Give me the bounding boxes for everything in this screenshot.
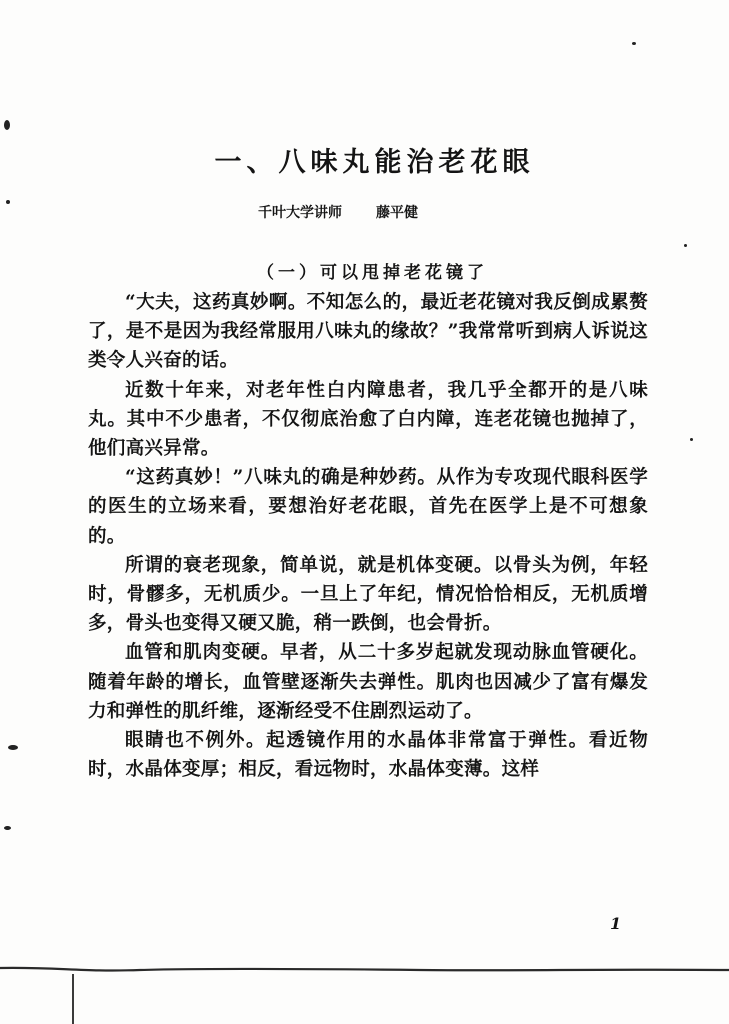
scan-speck (8, 745, 18, 750)
scan-margin-line (72, 974, 74, 1024)
paragraph: “这药真妙！”八味丸的确是种妙药。从作为专攻现代眼科医学的医生的立场来看，要想治好老花眼，首先在医学上是不可想象的。 (88, 467, 648, 547)
paragraph: 所谓的衰老现象，简单说，就是机体变硬。以骨头为例，年轻时，骨髎多，无机质少。一旦上了年纪，情况恰恰相反，无机质增多，骨头也变得又硬又脆，稍一跌倒，也会骨折。 (88, 554, 648, 635)
scan-speck (4, 826, 11, 830)
paragraph: 眼睛也不例外。起透镜作用的水晶体非常富于弹性。看近物时，水晶体变厚；相反，看远物时，水晶体变薄。这样 (88, 730, 648, 781)
scan-speck (6, 200, 10, 204)
author-byline (258, 202, 418, 222)
author-affiliation: 千叶大学讲师 (258, 205, 342, 221)
scan-speck (632, 42, 636, 45)
chapter-title: 一、八味丸能治老花眼 (214, 147, 535, 178)
paragraph: 近数十年来，对老年性白内障患者，我几乎全都开的是八味丸。其中不少患者，不仅彻底治愈了白内障，连老花镜也抛掉了，他们高兴异常。 (88, 379, 648, 460)
scan-speck (690, 438, 693, 441)
section-heading: （一）可以甩掉老花镜了 (257, 263, 488, 283)
page-number: 1 (610, 914, 622, 933)
scan-speck (4, 120, 10, 130)
author-name: 藤平健 (376, 205, 418, 221)
paragraph: “大夫，这药真妙啊。不知怎么的，最近老花镜对我反倒成累赘了，是不是因为我经常服用八味丸的缘故？”我常常听到病人诉说这类令人兴奋的话。 (88, 292, 648, 372)
body-text (88, 288, 648, 784)
scan-speck (684, 244, 687, 247)
scan-bottom-edge (0, 964, 729, 974)
paragraph: 血管和肌肉变硬。早者，从二十多岁起就发现动脉血管硬化。随着年龄的增长，血管壁逐渐失去弹性。肌肉也因减少了富有爆发力和弹性的肌纤维，逐渐经受不住剧烈运动了。 (88, 642, 648, 722)
